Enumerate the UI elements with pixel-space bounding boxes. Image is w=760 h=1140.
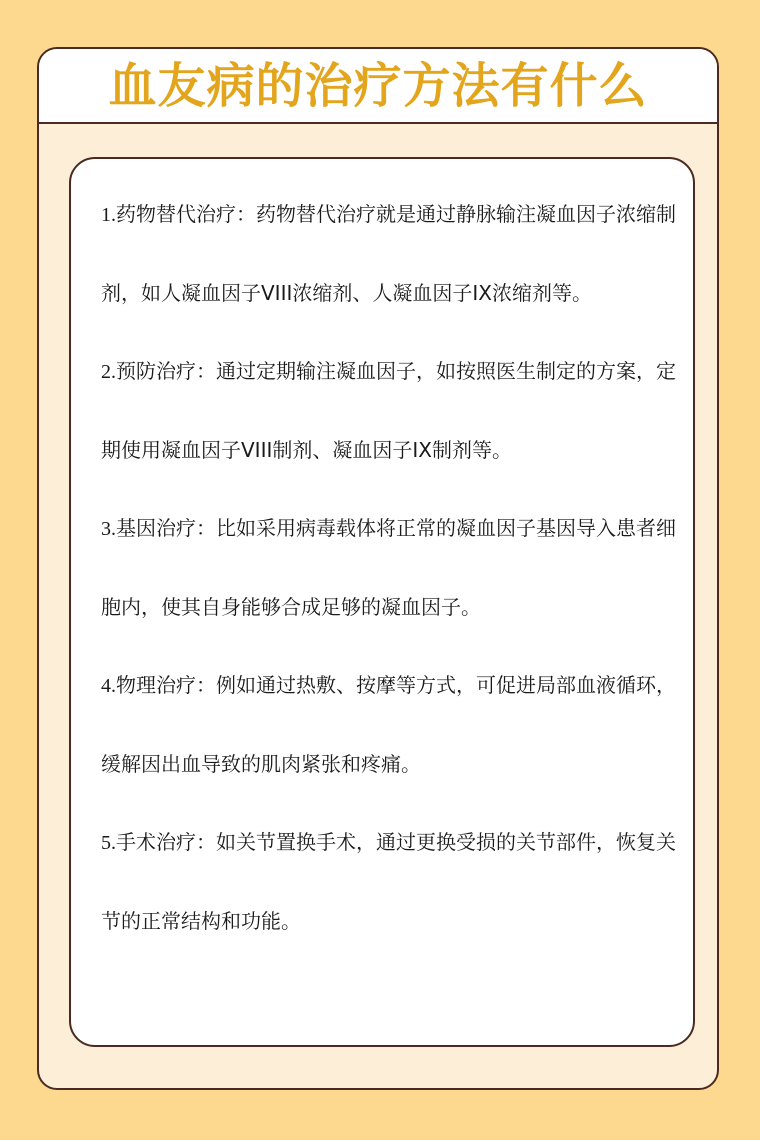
item-text: 基因治疗：比如采用病毒载体将正常的凝血因子基因导入患者细胞内，使其自身能够合成足够的凝血因子。 — [101, 516, 676, 619]
item-number: 5. — [101, 832, 116, 854]
list-item — [101, 803, 685, 960]
item-text: 手术治疗：如关节置换手术，通过更换受损的关节部件，恢复关节的正常结构和功能。 — [101, 830, 676, 933]
list-item — [101, 489, 685, 646]
item-text: 药物替代治疗：药物替代治疗就是通过静脉输注凝血因子浓缩制剂，如人凝血因子VIII浓缩剂、人凝血因子IX浓缩剂等。 — [101, 202, 676, 305]
list-item — [101, 646, 685, 803]
item-number: 1. — [101, 204, 116, 226]
item-text: 预防治疗：通过定期输注凝血因子，如按照医生制定的方案，定期使用凝血因子VIII制剂、凝血因子IX制剂等。 — [101, 359, 676, 462]
item-number: 3. — [101, 518, 116, 540]
item-number: 4. — [101, 675, 116, 697]
page-title: 血友病的治疗方法有什么 — [108, 57, 648, 114]
item-number: 2. — [101, 361, 116, 383]
treatment-list — [101, 175, 685, 960]
content-card — [69, 157, 695, 1047]
outer-card — [37, 47, 719, 1090]
title-bar — [39, 49, 717, 124]
list-item — [101, 332, 685, 489]
item-text: 物理治疗：例如通过热敷、按摩等方式，可促进局部血液循环，缓解因出血导致的肌肉紧张和疼痛。 — [101, 673, 676, 776]
list-item — [101, 175, 685, 332]
